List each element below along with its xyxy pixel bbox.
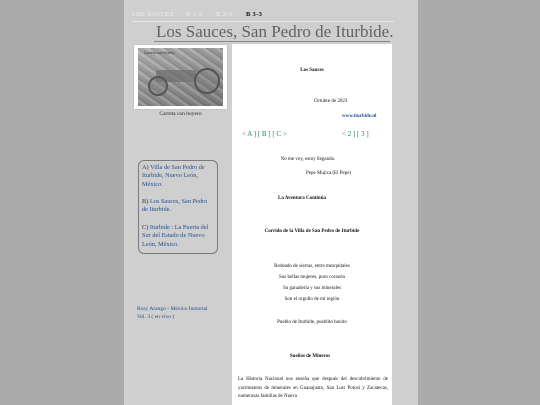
wheel-shape-right [194,68,220,94]
page-nav-right[interactable]: < 2 ] [ 3 ] [342,130,369,138]
credit-line-2[interactable]: Vol. 3 ( en vivo ) [137,313,175,320]
photo-inner-caption: Carreta con boyero [144,50,175,55]
sidebar-item-a [142,164,214,189]
top-navigation [132,10,418,22]
sidebar-links-box [138,160,218,254]
photo-frame [134,45,227,109]
divider-dot: · [311,254,313,259]
section-nav-left[interactable]: < A ] [ B ] [ C > [242,130,287,138]
title-divider [154,41,390,42]
divider-dot: · [311,308,313,313]
sidebar-link-iturbide[interactable]: Iturbide : La Puerta del Sur del Estado de Nuevo León, México. [142,224,209,248]
sidebar-link-villa[interactable]: Villa de San Pedro de Iturbide, Nuevo León, México. [142,164,205,188]
page-title: Los Sauces, San Pedro de Iturbide. [156,22,394,41]
nav-link-b3-current[interactable]: B 3-3 [246,11,263,18]
verse-line-4: Son el orgullo de mi región [284,297,340,302]
section-heading-corrido: Corrido de la Villa de San Pedro de Iturbide [264,229,360,234]
main-content [232,44,392,405]
verse-line-1: Rodeado de sierras, entre mezquitales [274,264,350,269]
nav-link-b1[interactable]: B 1-3 [186,11,203,18]
section-heading-aventura: La Aventura Continúa [278,196,326,201]
verse-line-3: Su ganadería y sus minerales [282,286,342,291]
nav-link-los-sauces[interactable]: LOS SAUCES [132,11,174,18]
section-heading-suenos: Sueños de Mineros [289,354,331,359]
music-credit[interactable] [137,306,227,321]
quote-text: No me voy, estoy llegando. [280,157,336,162]
sidebar-item-label: B) [142,198,149,205]
divider-dot: · [311,334,313,339]
sidebar-item-b [142,198,214,215]
nav-link-b2[interactable]: B 2-3 [216,11,233,18]
sidebar-item-c [142,224,214,249]
sidebar-item-label: C) [142,224,149,231]
body-paragraph: La Historia Nacional nos enseña que después del descubrimiento de yacimientos de minerales en Guanajuato, San Luis Potosí y Zacatecas, numerosas familias de Nueva [238,377,388,399]
sidebar-link-los-sauces[interactable]: Los Sauces, San Pedro de Iturbide. [142,198,208,214]
wheel-shape-left [148,76,168,96]
sidebar-item-label: A) [142,164,149,171]
site-link[interactable]: www.iturbide.nl [342,114,377,119]
verse-line-end: Pueblo de Iturbide, pueblito bonito [277,320,347,325]
photo-caption: Carreta con boyero [159,111,202,117]
credit-line-1[interactable]: Rosy Arango - México Inmortal [137,306,208,312]
content-heading: Los Sauces [300,68,324,73]
quote-author: Pepe Mujica (El Pepe) [306,171,352,176]
content-date: Octubre de 2023 [314,99,348,104]
verse-line-2: Sus bellas mujeres, puro corazón [279,275,345,280]
ox-cart-photo [138,48,223,106]
